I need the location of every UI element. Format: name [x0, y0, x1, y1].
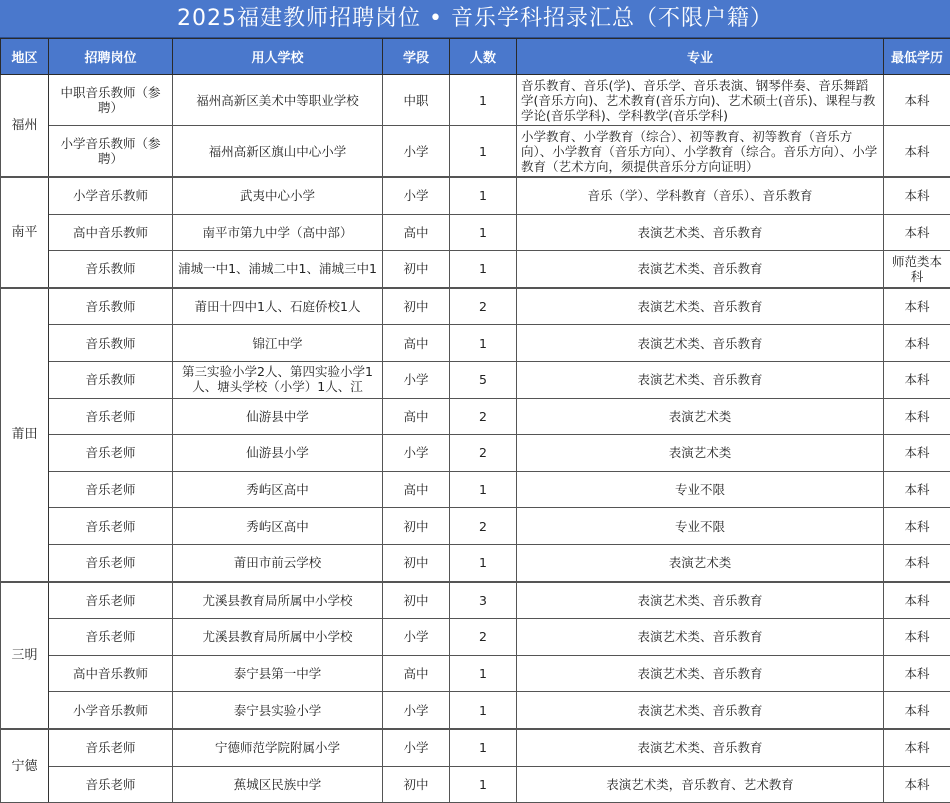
major-cell: 表演艺术类、音乐教育 — [517, 619, 884, 656]
count-cell: 1 — [450, 655, 517, 692]
education-cell: 师范类本科 — [884, 251, 950, 288]
count-cell: 2 — [450, 619, 517, 656]
school-cell: 尤溪县教育局所属中小学校 — [173, 619, 383, 656]
recruitment-table — [0, 38, 950, 803]
position-cell: 音乐老师 — [49, 508, 173, 545]
table-row — [1, 582, 950, 619]
stage-cell: 初中 — [383, 544, 450, 581]
table-row — [1, 126, 950, 178]
count-cell: 1 — [450, 325, 517, 362]
stage-cell: 高中 — [383, 471, 450, 508]
header-education: 最低学历 — [884, 39, 950, 75]
count-cell: 2 — [450, 508, 517, 545]
region-cell: 宁德 — [1, 729, 49, 803]
stage-cell: 高中 — [383, 325, 450, 362]
table-row — [1, 655, 950, 692]
stage-cell: 高中 — [383, 655, 450, 692]
stage-cell: 初中 — [383, 766, 450, 803]
school-cell — [173, 361, 383, 398]
education-cell: 本科 — [884, 214, 950, 251]
region-cell: 福州 — [1, 75, 49, 178]
education-cell: 本科 — [884, 729, 950, 766]
stage-cell: 初中 — [383, 251, 450, 288]
education-cell: 本科 — [884, 75, 950, 126]
stage-cell: 初中 — [383, 582, 450, 619]
position-cell: 音乐教师 — [49, 361, 173, 398]
table-row — [1, 75, 950, 126]
major-cell: 表演艺术类 — [517, 544, 884, 581]
table-row — [1, 471, 950, 508]
stage-cell: 小学 — [383, 126, 450, 178]
school-text-clipped: 第三实验小学2人、第四实验小学1人、塘头学校（小学）1人、江 — [176, 362, 379, 397]
school-cell: 福州高新区美术中等职业学校 — [173, 75, 383, 126]
header-region: 地区 — [1, 39, 49, 75]
education-cell: 本科 — [884, 655, 950, 692]
stage-cell: 小学 — [383, 435, 450, 472]
education-cell: 本科 — [884, 177, 950, 214]
education-cell: 本科 — [884, 126, 950, 178]
header-stage: 学段 — [383, 39, 450, 75]
school-cell: 仙游县中学 — [173, 398, 383, 435]
major-cell: 表演艺术类、音乐教育 — [517, 288, 884, 325]
major-cell: 表演艺术类、音乐教育 — [517, 655, 884, 692]
position-cell: 音乐老师 — [49, 619, 173, 656]
count-cell: 1 — [450, 75, 517, 126]
school-cell: 泰宁县第一中学 — [173, 655, 383, 692]
table-row — [1, 398, 950, 435]
count-cell: 1 — [450, 729, 517, 766]
education-cell: 本科 — [884, 692, 950, 729]
count-cell: 1 — [450, 544, 517, 581]
major-cell: 表演艺术类 — [517, 398, 884, 435]
header-row — [1, 39, 950, 75]
table-row — [1, 619, 950, 656]
position-cell: 音乐老师 — [49, 471, 173, 508]
education-cell: 本科 — [884, 361, 950, 398]
major-cell: 表演艺术类、音乐教育 — [517, 729, 884, 766]
major-cell: 表演艺术类、音乐教育 — [517, 692, 884, 729]
position-cell: 音乐老师 — [49, 729, 173, 766]
count-cell: 1 — [450, 766, 517, 803]
count-cell: 1 — [450, 126, 517, 178]
table-row — [1, 214, 950, 251]
table-row — [1, 544, 950, 581]
position-cell: 小学音乐教师（参聘） — [49, 126, 173, 178]
header-count: 人数 — [450, 39, 517, 75]
count-cell: 1 — [450, 177, 517, 214]
major-cell: 表演艺术类、音乐教育 — [517, 582, 884, 619]
major-cell: 表演艺术类、音乐教育 — [517, 214, 884, 251]
region-cell: 三明 — [1, 582, 49, 729]
school-cell: 福州高新区旗山中心小学 — [173, 126, 383, 178]
table-row — [1, 177, 950, 214]
school-cell: 蕉城区民族中学 — [173, 766, 383, 803]
position-cell: 高中音乐教师 — [49, 655, 173, 692]
major-cell: 表演艺术类、音乐教育 — [517, 361, 884, 398]
major-cell: 专业不限 — [517, 471, 884, 508]
count-cell: 1 — [450, 471, 517, 508]
major-cell: 音乐教育、音乐(学)、音乐学、音乐表演、钢琴伴奏、音乐舞蹈学(音乐方向)、艺术教育(音乐方向)、艺术硕士(音乐)、课程与教学论(音乐学科)、学科教学(音乐学科) — [517, 75, 884, 126]
major-cell: 专业不限 — [517, 508, 884, 545]
stage-cell: 高中 — [383, 214, 450, 251]
stage-cell: 小学 — [383, 177, 450, 214]
school-cell: 仙游县小学 — [173, 435, 383, 472]
school-cell: 莆田市前云学校 — [173, 544, 383, 581]
education-cell: 本科 — [884, 435, 950, 472]
header-school: 用人学校 — [173, 39, 383, 75]
stage-cell: 高中 — [383, 398, 450, 435]
position-cell: 小学音乐教师 — [49, 692, 173, 729]
major-cell: 表演艺术类 — [517, 435, 884, 472]
position-cell: 高中音乐教师 — [49, 214, 173, 251]
region-cell: 莆田 — [1, 288, 49, 582]
school-cell: 莆田十四中1人、石庭侨校1人 — [173, 288, 383, 325]
school-cell: 武夷中心小学 — [173, 177, 383, 214]
stage-cell: 中职 — [383, 75, 450, 126]
major-cell: 音乐（学）、学科教育（音乐）、音乐教育 — [517, 177, 884, 214]
position-cell: 中职音乐教师（参聘） — [49, 75, 173, 126]
education-cell: 本科 — [884, 471, 950, 508]
major-cell: 表演艺术类、音乐教育 — [517, 251, 884, 288]
school-cell: 锦江中学 — [173, 325, 383, 362]
major-cell: 表演艺术类、音乐教育 — [517, 325, 884, 362]
count-cell: 5 — [450, 361, 517, 398]
education-cell: 本科 — [884, 544, 950, 581]
count-cell: 2 — [450, 435, 517, 472]
education-cell: 本科 — [884, 508, 950, 545]
position-cell: 音乐老师 — [49, 435, 173, 472]
education-cell: 本科 — [884, 325, 950, 362]
major-cell: 表演艺术类，音乐教育、艺术教育 — [517, 766, 884, 803]
count-cell: 2 — [450, 398, 517, 435]
count-cell: 1 — [450, 692, 517, 729]
stage-cell: 小学 — [383, 729, 450, 766]
header-major: 专业 — [517, 39, 884, 75]
position-cell: 音乐教师 — [49, 251, 173, 288]
table-row — [1, 288, 950, 325]
major-cell: 小学教育、小学教育（综合）、初等教育、初等教育（音乐方向）、小学教育（音乐方向）、小学教育（综合。音乐方向）、小学教育（艺术方向，须提供音乐分方向证明） — [517, 126, 884, 178]
header-position: 招聘岗位 — [49, 39, 173, 75]
education-cell: 本科 — [884, 766, 950, 803]
school-cell: 尤溪县教育局所属中小学校 — [173, 582, 383, 619]
school-cell: 浦城一中1、浦城二中1、浦城三中1 — [173, 251, 383, 288]
table-row — [1, 766, 950, 803]
count-cell: 3 — [450, 582, 517, 619]
position-cell: 音乐老师 — [49, 582, 173, 619]
stage-cell: 小学 — [383, 619, 450, 656]
school-cell: 秀屿区高中 — [173, 508, 383, 545]
stage-cell: 初中 — [383, 508, 450, 545]
school-cell: 泰宁县实验小学 — [173, 692, 383, 729]
position-cell: 音乐教师 — [49, 288, 173, 325]
stage-cell: 初中 — [383, 288, 450, 325]
table-row — [1, 435, 950, 472]
stage-cell: 小学 — [383, 692, 450, 729]
table-row — [1, 729, 950, 766]
table-row — [1, 508, 950, 545]
school-cell: 秀屿区高中 — [173, 471, 383, 508]
school-cell: 南平市第九中学（高中部） — [173, 214, 383, 251]
position-cell: 音乐老师 — [49, 766, 173, 803]
position-cell: 音乐老师 — [49, 398, 173, 435]
count-cell: 1 — [450, 214, 517, 251]
count-cell: 1 — [450, 251, 517, 288]
school-cell: 宁德师范学院附属小学 — [173, 729, 383, 766]
count-cell: 2 — [450, 288, 517, 325]
table-row — [1, 361, 950, 398]
position-cell: 音乐教师 — [49, 325, 173, 362]
table-row — [1, 251, 950, 288]
table-row — [1, 325, 950, 362]
education-cell: 本科 — [884, 288, 950, 325]
position-cell: 音乐老师 — [49, 544, 173, 581]
education-cell: 本科 — [884, 582, 950, 619]
education-cell: 本科 — [884, 398, 950, 435]
education-cell: 本科 — [884, 619, 950, 656]
position-cell: 小学音乐教师 — [49, 177, 173, 214]
region-cell: 南平 — [1, 177, 49, 288]
stage-cell: 小学 — [383, 361, 450, 398]
table-row — [1, 692, 950, 729]
page-title: 2025福建教师招聘岗位 • 音乐学科招录汇总（不限户籍） — [0, 0, 950, 38]
